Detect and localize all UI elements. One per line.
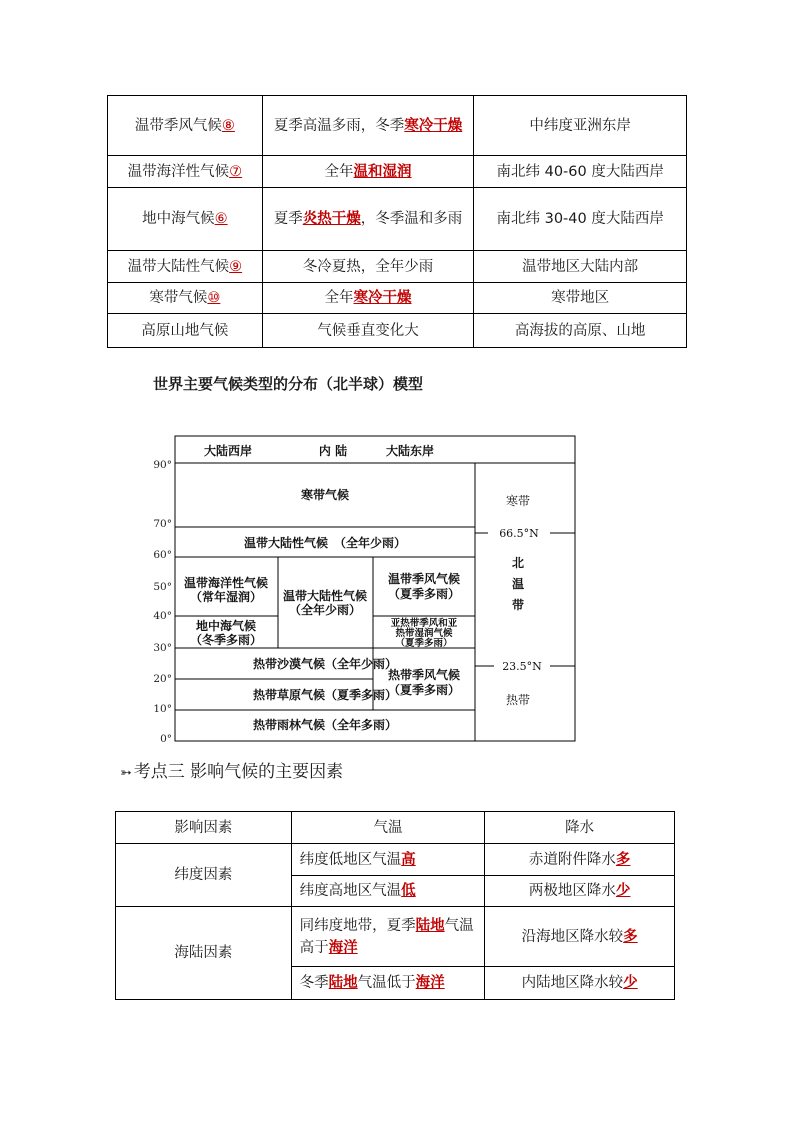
arrow-bullet-icon: ➳	[120, 765, 130, 781]
factor-land-sea: 海陆因素	[116, 907, 292, 1000]
model-heading: 世界主要气候类型的分布（北半球）模型	[153, 375, 424, 393]
climate-distribution: 南北纬 40-60 度大陆西岸	[474, 156, 687, 188]
temperature-cell: 同纬度地带，夏季陆地气温高于海洋	[291, 907, 485, 967]
lat-label-90: 90°	[153, 459, 172, 471]
climate-name: 温带海洋性气候⑦	[108, 156, 263, 188]
lat-label-60: 60°	[153, 549, 172, 561]
climate-distribution: 温带地区大陆内部	[474, 251, 687, 283]
precipitation-cell: 内陆地区降水较少	[485, 967, 675, 1000]
climate-characteristics: 全年温和湿润	[262, 156, 474, 188]
header-precipitation: 降水	[485, 812, 675, 844]
table-row	[108, 156, 687, 188]
tropics-zone-label: 热带	[505, 693, 531, 707]
north-temperate-zone-label-1: 北	[511, 556, 525, 570]
temperate-maritime-label: 温带海洋性气候	[183, 576, 269, 590]
climate-distribution: 高海拔的高原、山地	[474, 314, 687, 348]
factor-latitude: 纬度因素	[116, 844, 292, 907]
table-row	[108, 314, 687, 348]
temperate-maritime-note: （常年湿润）	[189, 590, 263, 604]
temperate-monsoon-note: （夏季多雨）	[387, 587, 461, 601]
tropical-monsoon-label: 热带季风气候	[387, 668, 461, 682]
subtropical-label-2: 热带湿润气候	[395, 628, 453, 639]
lat-label-0: 0°	[160, 733, 172, 745]
table-row	[116, 907, 675, 967]
subtropical-note: （夏季多雨）	[395, 638, 453, 649]
climate-characteristics: 夏季高温多雨，冬季寒冷干燥	[262, 96, 474, 156]
precipitation-cell: 沿海地区降水较多	[485, 907, 675, 967]
temperature-cell: 纬度高地区气温低	[291, 876, 485, 907]
climate-distribution: 寒带地区	[474, 283, 687, 314]
precipitation-cell: 赤道附件降水多	[485, 844, 675, 876]
header-east-coast: 大陆东岸	[385, 444, 435, 458]
climate-name: 温带大陆性气候⑨	[108, 251, 263, 283]
temperature-cell: 纬度低地区气温高	[291, 844, 485, 876]
climate-name: 地中海气候⑥	[108, 188, 263, 251]
tropical-monsoon-note: （夏季多雨）	[387, 683, 461, 697]
climate-characteristics: 冬冷夏热，全年少雨	[262, 251, 474, 283]
header-temperature: 气温	[291, 812, 485, 844]
climate-characteristics: 气候垂直变化大	[262, 314, 474, 348]
frigid-zone-label: 寒带	[505, 494, 531, 508]
climate-name: 温带季风气候⑧	[108, 96, 263, 156]
cold-climate-label: 寒带气候	[300, 488, 350, 502]
header-inland: 内 陆	[318, 444, 348, 458]
subtropical-label: 亚热带季风和亚	[390, 618, 458, 629]
precipitation-cell: 两极地区降水少	[485, 876, 675, 907]
tropic-line-label: 23.5°N	[502, 660, 542, 673]
mediterranean-label: 地中海气候	[195, 619, 257, 633]
temperate-continental-band-label: 温带大陆性气候 （全年少雨）	[243, 536, 407, 550]
tropical-savanna-label: 热带草原气候（夏季多雨）	[252, 688, 398, 702]
climate-distribution: 中纬度亚洲东岸	[474, 96, 687, 156]
arctic-circle-label: 66.5°N	[499, 527, 539, 540]
mediterranean-note: （冬季多雨）	[189, 633, 263, 647]
climate-name: 寒带气候⑩	[108, 283, 263, 314]
table-header-row	[116, 812, 675, 844]
table-row	[108, 283, 687, 314]
climate-distribution: 南北纬 30-40 度大陆西岸	[474, 188, 687, 251]
climate-characteristics: 夏季炎热干燥，冬季温和多雨	[262, 188, 474, 251]
factor-table	[115, 811, 675, 1000]
lat-label-50: 50°	[153, 581, 172, 593]
temperate-monsoon-label: 温带季风气候	[387, 572, 461, 586]
temperate-continental-label: 温带大陆性气候	[282, 589, 368, 603]
climate-table	[107, 95, 687, 348]
section-title: ➳ 考点三 影响气候的主要因素	[120, 762, 344, 782]
climate-name: 高原山地气候	[108, 314, 263, 348]
tropical-rainforest-label: 热带雨林气候（全年多雨）	[252, 718, 398, 732]
lat-label-10: 10°	[153, 703, 172, 715]
lat-label-20: 20°	[153, 673, 172, 685]
north-temperate-zone-label-3: 带	[511, 598, 525, 612]
lat-label-30: 30°	[153, 642, 172, 654]
tropical-desert-label: 热带沙漠气候（全年少雨）	[252, 657, 398, 671]
temperature-cell: 冬季陆地气温低于海洋	[291, 967, 485, 1000]
table-row	[108, 96, 687, 156]
lat-label-40: 40°	[153, 610, 172, 622]
table-row	[116, 844, 675, 876]
climate-model-diagram	[140, 430, 580, 745]
climate-characteristics: 全年寒冷干燥	[262, 283, 474, 314]
temperate-continental-note: （全年少雨）	[288, 603, 362, 617]
table-row	[108, 251, 687, 283]
lat-label-70: 70°	[153, 518, 172, 530]
header-factor: 影响因素	[116, 812, 292, 844]
header-west-coast: 大陆西岸	[203, 444, 253, 458]
north-temperate-zone-label-2: 温	[511, 577, 525, 591]
table-row	[108, 188, 687, 251]
